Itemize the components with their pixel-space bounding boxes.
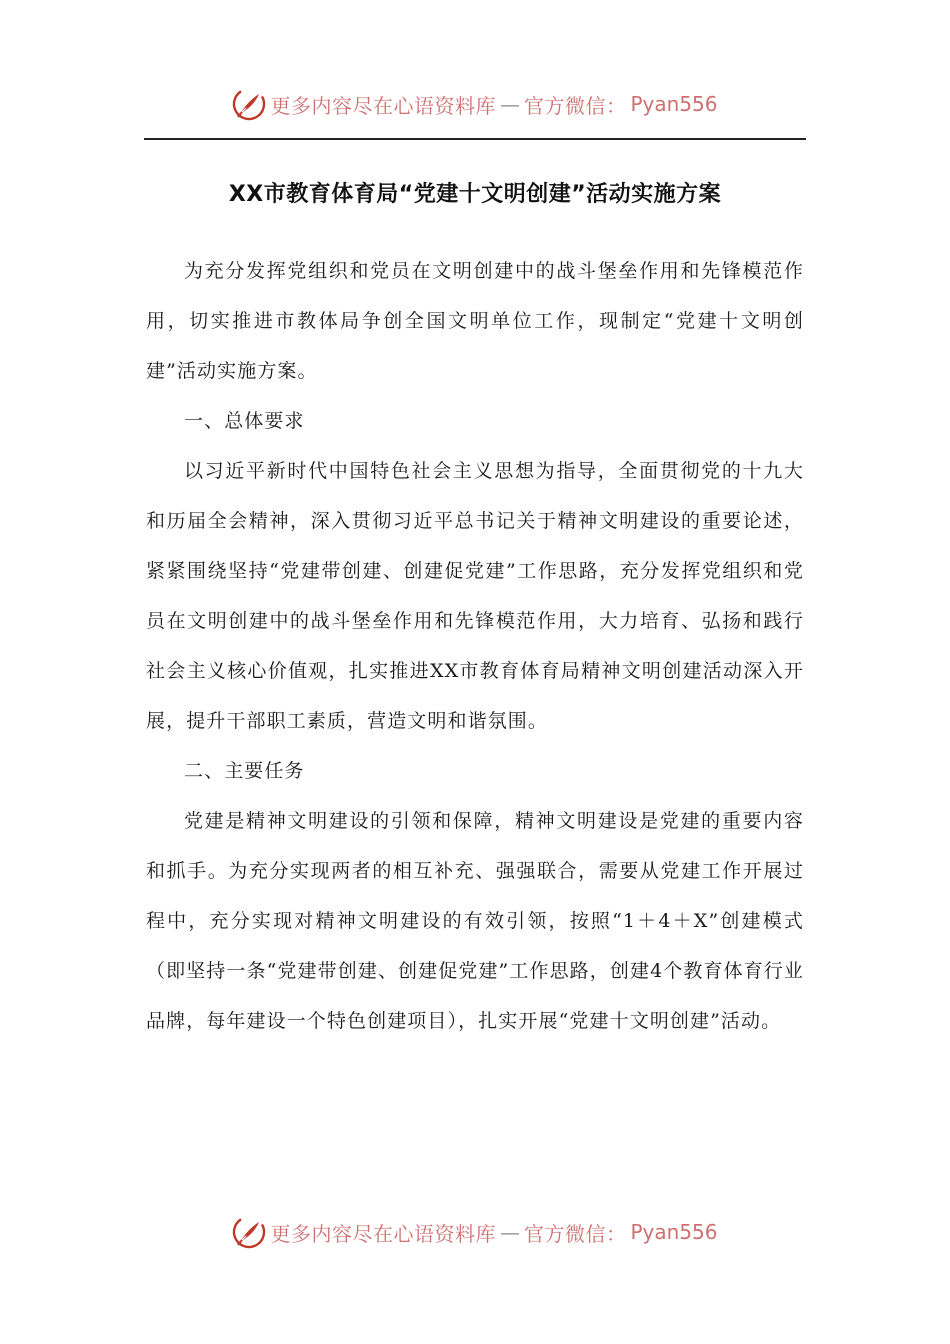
header-watermark [0, 84, 950, 124]
document-body [146, 246, 804, 1046]
document-title: XX市教育体育局“党建十文明创建”活动实施方案 [228, 182, 722, 207]
paragraph-general-requirements: 以习近平新时代中国特色社会主义思想为指导，全面贯彻党的十九大和历届全会精神，深入贯彻习近平总书记关于精神文明建设的重要论述，紧紧围绕坚持“党建带创建、创建促党建”工作思路，充分发挥党组织和党员在文明创建中的战斗堡垒作用和先锋模范作用，大力培育、弘扬和践行社会主义核心价值观，扎实推进XX市教育体育局精神文明创建活动深入开展，提升干部职工素质，营造文明和谐氛围。 [146, 460, 804, 732]
watermark-text: 更多内容尽在心语资料库 [270, 93, 496, 118]
quill-pen-logo-icon [232, 1215, 266, 1249]
watermark-separator: — [499, 92, 520, 116]
watermark-group [232, 87, 717, 121]
quill-pen-logo-icon [232, 87, 266, 121]
watermark-account-id: Pyan556 [630, 1220, 718, 1244]
section-heading-general-requirements: 一、总体要求 [184, 410, 305, 432]
footer-watermark [0, 1212, 950, 1252]
watermark-text: 更多内容尽在心语资料库 [270, 1221, 496, 1246]
paragraph-main-tasks: 党建是精神文明建设的引领和保障，精神文明建设是党建的重要内容和抓手。为充分实现两者的相互补充、强强联合，需要从党建工作开展过程中，充分实现对精神文明建设的有效引领，按照“1＋4＋X”创建模式（即坚持一条“党建带创建、创建促党建”工作思路，创建4个教育体育行业品牌，每年建设一个特色创建项目），扎实开展“党建十文明创建”活动。 [146, 810, 804, 1032]
header-divider [144, 138, 806, 140]
watermark-separator: — [499, 1220, 520, 1244]
watermark-group [232, 1215, 717, 1249]
watermark-account-label: 官方微信： [523, 1221, 627, 1246]
watermark-account-label: 官方微信： [523, 93, 627, 118]
paragraph-intro: 为充分发挥党组织和党员在文明创建中的战斗堡垒作用和先锋模范作用，切实推进市教体局争创全国文明单位工作，现制定“党建十文明创建”活动实施方案。 [146, 260, 804, 382]
section-heading-main-tasks: 二、主要任务 [184, 760, 305, 782]
watermark-account-id: Pyan556 [630, 92, 718, 116]
